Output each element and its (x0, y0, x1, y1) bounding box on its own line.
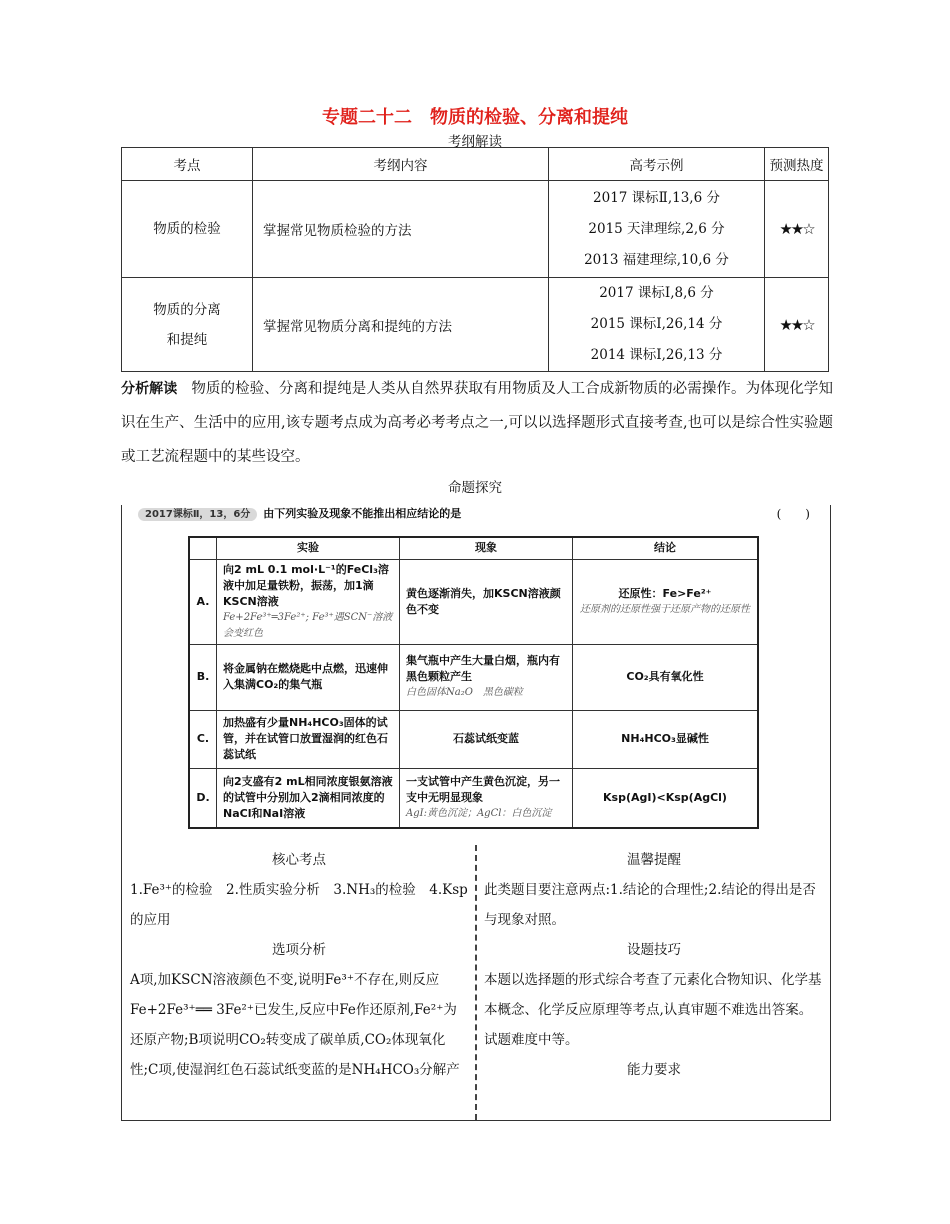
table-row (189, 644, 758, 710)
analysis-paragraph (121, 372, 833, 474)
topic-cell: 物质的检验 (122, 181, 253, 278)
option-label: D. (189, 768, 217, 828)
analysis-text: 物质的检验、分离和提纯是人类从自然界获取有用物质及人工合成新物质的必需操作。为体现化学知识在生产、生活中的应用,该专题考点成为高考必考考点之一,可以以选择题形式直接考查,也可以是综合性实验题或工艺流程题中的某些设空。 (121, 381, 833, 465)
options-text: A项,加KSCN溶液颜色不变,说明Fe³⁺不存在,则反应Fe+2Fe³⁺══ 3Fe²⁺已发生,反应中Fe作还原剂,Fe²⁺为还原产物;B项说明CO₂转变成了碳单质,CO₂体现氧化性;C项,使湿润红色石蕊试纸变蓝的是NH₄HCO₃分解产 (130, 972, 460, 1078)
table-row (122, 181, 829, 278)
phenomenon-cell: 石蕊试纸变蓝 (400, 710, 573, 768)
explore-title: 命题探究 (448, 480, 502, 496)
options-title: 选项分析 (272, 942, 326, 958)
experiment-cell: 将金属钠在燃烧匙中点燃，迅速伸入集满CO₂的集气瓶 (217, 644, 400, 710)
outline-title: 考纲解读 (448, 134, 502, 150)
phenomenon-cell: 一支试管中产生黄色沉淀，另一支中无明显现象 AgI:黄色沉淀；AgCl：白色沉淀 (400, 768, 573, 828)
conclusion-cell: 还原性：Fe>Fe²⁺ 还原剂的还原性强于还原产物的还原性 (573, 559, 759, 644)
header-examples: 高考示例 (549, 148, 765, 181)
design-title: 设题技巧 (627, 942, 681, 958)
table-row (189, 559, 758, 644)
col-conclusion: 结论 (573, 537, 759, 559)
header-content: 考纲内容 (253, 148, 549, 181)
examples-cell: 2017 课标Ⅱ,13,6 分 2015 天津理综,2,6 分 2013 福建理综,10,6 分 (549, 181, 765, 278)
question-table (188, 536, 759, 829)
col-experiment: 实验 (217, 537, 400, 559)
column-divider (475, 845, 477, 1120)
header-heat: 预测热度 (765, 148, 829, 181)
option-label: A. (189, 559, 217, 644)
tips-title: 温馨提醒 (627, 852, 681, 868)
option-label: C. (189, 710, 217, 768)
experiment-cell: 向2支盛有2 mL相同浓度银氨溶液的试管中分别加入2滴相同浓度的NaCl和NaI溶液 (217, 768, 400, 828)
tips-text: 此类题目要注意两点:1.结论的合理性;2.结论的得出是否与现象对照。 (484, 882, 816, 928)
handwritten-note: 还原剂的还原性强于还原产物的还原性 (580, 603, 750, 615)
design-text: 本题以选择题的形式综合考查了元素化合物知识、化学基本概念、化学反应原理等考点,认真审题不难选出答案。试题难度中等。 (484, 972, 822, 1048)
phenomenon-cell: 黄色逐渐消失，加KSCN溶液颜色不变 (400, 559, 573, 644)
question-header-row (189, 537, 758, 559)
conclusion-cell: Ksp(AgI)<Ksp(AgCl) (573, 768, 759, 828)
page-title: 专题二十二 物质的检验、分离和提纯 (322, 107, 628, 128)
ability-title: 能力要求 (627, 1062, 681, 1078)
conclusion-cell: CO₂具有氧化性 (573, 644, 759, 710)
answer-paren: ( ) (776, 507, 810, 521)
header-topic: 考点 (122, 148, 253, 181)
heat-cell (765, 181, 829, 278)
handwritten-note: 白色固体Na₂O 黑色碳粒 (406, 687, 523, 698)
heat-cell (765, 278, 829, 372)
core-text: 1.Fe³⁺的检验 2.性质实验分析 3.NH₃的检验 4.Ksp的应用 (130, 882, 468, 928)
experiment-cell: 向2 mL 0.1 mol·L⁻¹的FeCl₃溶液中加足量铁粉，振荡，加1滴KSCN溶液 Fe+2Fe³⁺═3Fe²⁺; Fe³⁺遇SCN⁻溶液会变红色 (217, 559, 400, 644)
conclusion-cell: NH₄HCO₃显碱性 (573, 710, 759, 768)
experiment-cell: 加热盛有少量NH₄HCO₃固体的试管，并在试管口放置湿润的红色石蕊试纸 (217, 710, 400, 768)
handwritten-note: AgI:黄色沉淀；AgCl：白色沉淀 (406, 807, 552, 819)
left-column (130, 845, 468, 1085)
outline-header-row (122, 148, 829, 181)
table-row (122, 278, 829, 372)
option-label: B. (189, 644, 217, 710)
right-column (484, 845, 824, 1085)
question-stem: 由下列实验及现象不能推出相应结论的是 (263, 507, 462, 520)
phenomenon-cell: 集气瓶中产生大量白烟，瓶内有黑色颗粒产生 白色固体Na₂O 黑色碳粒 (400, 644, 573, 710)
table-row (189, 710, 758, 768)
table-row (189, 768, 758, 828)
analysis-label: 分析解读 (121, 381, 178, 397)
explore-box (121, 505, 831, 1121)
content-cell: 掌握常见物质检验的方法 (253, 181, 549, 278)
content-cell: 掌握常见物质分离和提纯的方法 (253, 278, 549, 372)
star-rating: ★★☆ (779, 315, 814, 334)
handwritten-note: Fe+2Fe³⁺═3Fe²⁺; Fe³⁺遇SCN⁻溶液会变红色 (223, 611, 393, 639)
star-rating: ★★☆ (779, 220, 814, 238)
topic-cell: 物质的分离 和提纯 (122, 278, 253, 372)
question-header (138, 505, 461, 521)
question-tag: 2017课标Ⅱ，13，6分 (138, 508, 257, 521)
outline-table (121, 147, 829, 372)
examples-cell: 2017 课标Ⅰ,8,6 分 2015 课标Ⅰ,26,14 分 2014 课标Ⅰ,26,13 分 (549, 278, 765, 372)
col-phenomenon: 现象 (400, 537, 573, 559)
core-title: 核心考点 (272, 852, 326, 868)
